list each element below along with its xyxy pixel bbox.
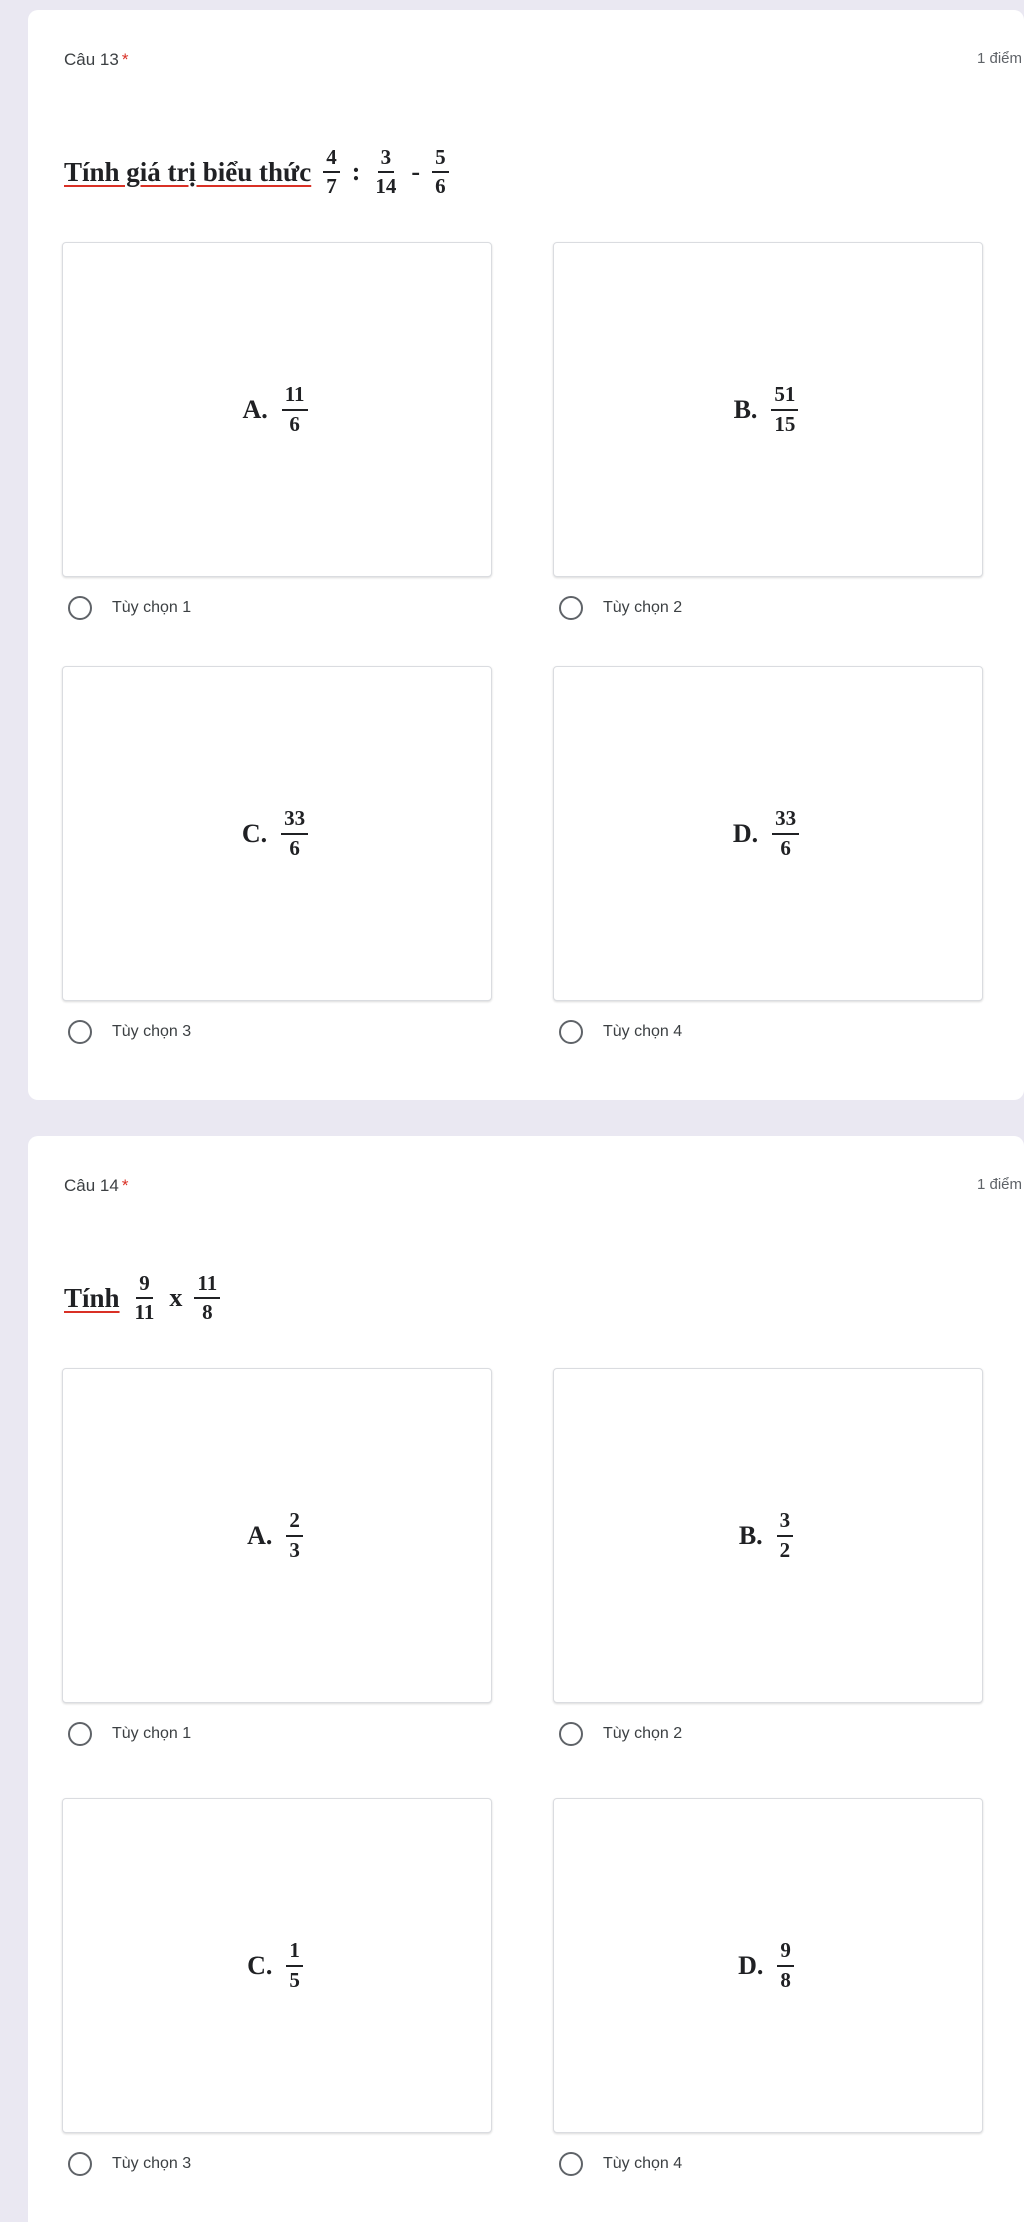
option-letter: B. [733, 394, 758, 424]
required-asterisk: * [121, 1176, 129, 1195]
denominator: 8 [202, 1300, 213, 1324]
option-letter: D. [738, 1950, 764, 1980]
denominator: 6 [780, 835, 791, 860]
denominator: 6 [289, 835, 300, 860]
question-header [64, 1176, 1024, 1200]
option-image[interactable] [553, 1798, 983, 2133]
fraction [132, 1272, 158, 1324]
fraction [432, 146, 449, 198]
option-image[interactable] [62, 1798, 492, 2133]
denominator: 2 [779, 1537, 791, 1562]
option-label[interactable]: Tùy chọn 1 [112, 1725, 192, 1742]
option-image[interactable] [62, 1368, 492, 1703]
numerator: 33 [281, 807, 308, 834]
numerator: 51 [771, 383, 798, 410]
numerator: 9 [777, 1939, 794, 1966]
radio-button[interactable] [68, 1722, 92, 1746]
option-label[interactable]: Tùy chọn 1 [112, 599, 192, 616]
numerator: 4 [323, 146, 340, 173]
denominator: 7 [326, 174, 337, 198]
question-number: Câu 13 [64, 50, 119, 69]
fraction [194, 1272, 220, 1324]
option-letter: C. [247, 1950, 273, 1980]
numerator: 33 [772, 807, 799, 834]
denominator: 6 [289, 411, 300, 436]
option-fraction [777, 1509, 794, 1561]
fraction [323, 146, 340, 198]
option-fraction [286, 1509, 303, 1561]
option-label[interactable]: Tùy chọn 4 [603, 1023, 683, 1040]
question-title-text: Tính [64, 1282, 120, 1313]
question-points: 1 điểm [976, 1176, 1022, 1193]
question-header [64, 50, 1024, 74]
option-label[interactable]: Tùy chọn 2 [603, 599, 683, 616]
option-image[interactable] [553, 1368, 983, 1703]
numerator: 11 [194, 1272, 220, 1299]
numerator: 5 [432, 146, 449, 173]
denominator: 8 [780, 1967, 791, 1992]
denominator: 3 [289, 1537, 300, 1562]
question-number: Câu 14 [64, 1176, 119, 1195]
denominator: 6 [435, 174, 446, 198]
radio-button[interactable] [68, 1020, 92, 1044]
option-label[interactable]: Tùy chọn 3 [112, 2155, 192, 2172]
option-letter: A. [247, 1520, 273, 1550]
denominator: 5 [289, 1967, 300, 1992]
option-fraction [281, 807, 308, 859]
radio-button[interactable] [559, 596, 583, 620]
option-letter: B. [738, 1520, 763, 1550]
option-fraction [772, 807, 799, 859]
option-image[interactable] [62, 242, 492, 577]
option-letter: D. [732, 818, 759, 848]
question-card-14 [28, 1136, 1024, 2222]
operator: - [411, 157, 421, 186]
radio-button[interactable] [559, 2152, 583, 2176]
fraction [372, 146, 399, 198]
question-title [64, 132, 453, 212]
denominator: 15 [774, 411, 796, 436]
radio-button[interactable] [559, 1722, 583, 1746]
numerator: 3 [777, 1509, 794, 1536]
option-letter: A. [242, 394, 268, 424]
denominator: 11 [134, 1300, 155, 1324]
option-image[interactable] [553, 242, 983, 577]
option-label[interactable]: Tùy chọn 3 [112, 1023, 192, 1040]
option-fraction [286, 1939, 303, 1991]
radio-button[interactable] [68, 596, 92, 620]
numerator: 1 [286, 1939, 303, 1966]
option-image[interactable] [553, 666, 983, 1001]
option-fraction [282, 383, 308, 435]
numerator: 11 [282, 383, 308, 410]
option-label[interactable]: Tùy chọn 4 [603, 2155, 683, 2172]
required-asterisk: * [121, 50, 129, 69]
option-fraction [771, 383, 798, 435]
numerator: 9 [136, 1272, 153, 1299]
operator: x [169, 1283, 183, 1312]
radio-button[interactable] [559, 1020, 583, 1044]
question-title [64, 1258, 224, 1338]
numerator: 3 [378, 146, 395, 173]
option-image[interactable] [62, 666, 492, 1001]
question-title-text: Tính giá trị biểu thức [64, 156, 312, 187]
question-points: 1 điểm [976, 50, 1022, 67]
option-letter: C. [241, 818, 268, 848]
operator: : [351, 157, 361, 186]
numerator: 2 [286, 1509, 303, 1536]
radio-button[interactable] [68, 2152, 92, 2176]
option-label[interactable]: Tùy chọn 2 [603, 1725, 683, 1742]
denominator: 14 [375, 174, 397, 198]
question-card-13 [28, 10, 1024, 1100]
option-fraction [777, 1939, 794, 1991]
